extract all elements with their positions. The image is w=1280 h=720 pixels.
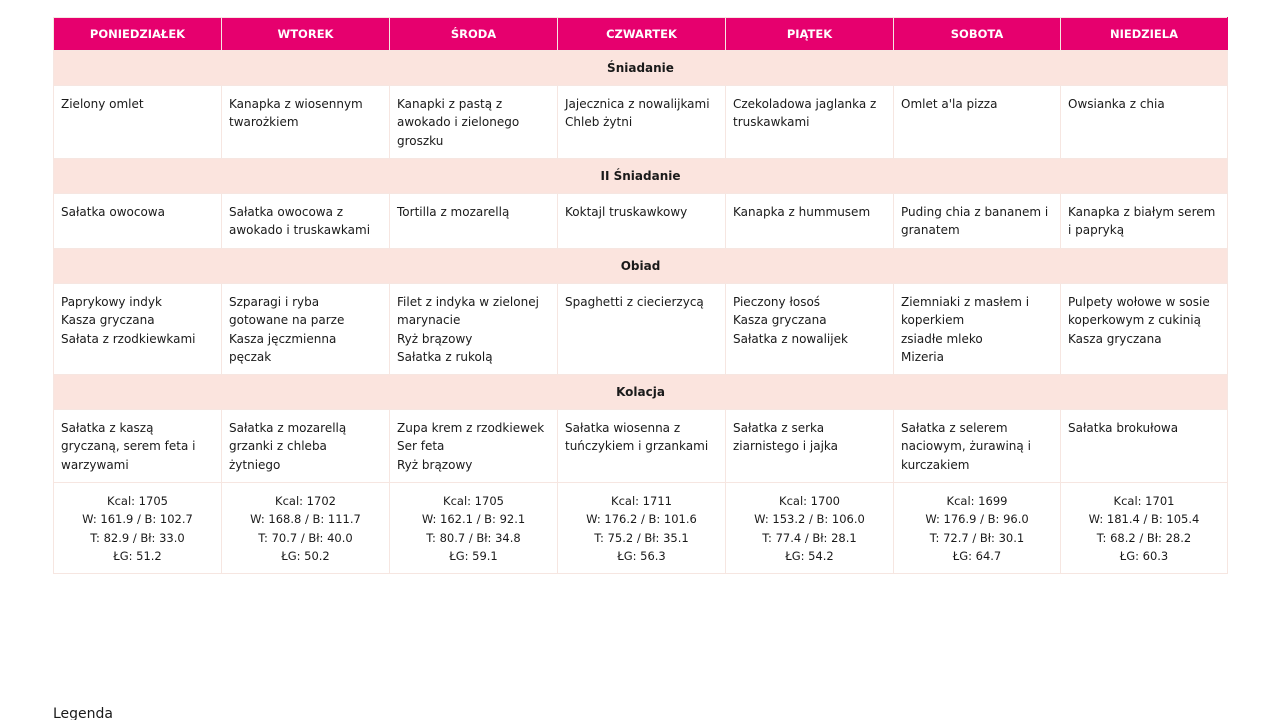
- meal-item: Kanapka z białym serem: [1068, 205, 1216, 219]
- meal-cell: [54, 86, 222, 159]
- day-header-row: [54, 18, 1228, 51]
- meal-item: Kasza gryczana: [61, 313, 155, 328]
- meal-cell: [390, 410, 558, 483]
- meal-cell: [894, 86, 1061, 159]
- meal-item: naciowym, żurawiną i: [901, 439, 1031, 454]
- meal-item: Czekoladowa jaglanka z: [733, 97, 877, 111]
- nutrition-cell: [558, 483, 726, 574]
- day-header: ŚRODA: [390, 18, 558, 51]
- meal-item: Pulpety wołowe w sosie: [1068, 295, 1210, 309]
- meal-cell: [726, 410, 894, 483]
- meal-cell: [894, 410, 1061, 483]
- meal-item: zsiadłe mleko: [901, 331, 983, 346]
- meal-item: Sałatka wiosenna z: [565, 421, 681, 435]
- nutrition-value: ŁG: 50.2: [281, 548, 330, 563]
- nutrition-value: T: 75.2 / Bł: 35.1: [594, 530, 689, 545]
- nutrition-row: [54, 483, 1228, 574]
- nutrition-cell: [222, 483, 390, 574]
- nutrition-value: W: 161.9 / B: 102.7: [82, 512, 193, 527]
- meal-item: granatem: [901, 223, 960, 238]
- day-header: NIEDZIELA: [1061, 18, 1228, 51]
- meal-item: Sałata z rzodkiewkami: [61, 331, 196, 346]
- meal-cell: [894, 284, 1061, 375]
- nutrition-value: T: 82.9 / Bł: 33.0: [90, 530, 185, 545]
- meal-row: [54, 86, 1228, 159]
- meal-section-title: Kolacja: [54, 375, 1228, 410]
- meal-item: groszku: [397, 133, 444, 148]
- meal-section-title: Śniadanie: [54, 51, 1228, 86]
- meal-item: Jajecznica z nowalijkami: [565, 97, 710, 111]
- nutrition-value: ŁG: 60.3: [1119, 548, 1169, 563]
- nutrition-value: W: 153.2 / B: 106.0: [754, 512, 865, 527]
- meal-item: koperkowym z cukinią: [1068, 313, 1201, 328]
- meal-item: Ser feta: [397, 439, 445, 454]
- nutrition-value: T: 80.7 / Bł: 34.8: [426, 530, 521, 545]
- meal-item: Sałatka z serka: [733, 421, 825, 435]
- meal-item: Spaghetti z ciecierzycą: [565, 295, 704, 309]
- day-header: PIĄTEK: [726, 18, 894, 51]
- meal-item: grzanki z chleba żytniego: [229, 439, 327, 472]
- day-header: WTOREK: [222, 18, 390, 51]
- meal-item: Sałatka z nowalijek: [733, 331, 848, 346]
- meal-cell: [726, 194, 894, 249]
- nutrition-value: W: 176.2 / B: 101.6: [586, 512, 697, 527]
- weekly-meal-plan-table: [53, 17, 1228, 574]
- meal-section-row: [54, 51, 1228, 86]
- meal-row: [54, 194, 1228, 249]
- nutrition-value: W: 176.9 / B: 96.0: [925, 512, 1029, 527]
- meal-item: truskawkami: [733, 115, 810, 130]
- meal-item: twarożkiem: [229, 115, 299, 130]
- day-header: CZWARTEK: [558, 18, 726, 51]
- meal-cell: [726, 284, 894, 375]
- meal-cell: [222, 194, 390, 249]
- meal-item: Sałatka brokułowa: [1068, 421, 1179, 435]
- meal-item: Paprykowy indyk: [61, 295, 162, 309]
- meal-cell: [390, 86, 558, 159]
- day-header: PONIEDZIAŁEK: [54, 18, 222, 51]
- day-header: SOBOTA: [894, 18, 1061, 51]
- meal-item: Owsianka z chia: [1068, 97, 1165, 111]
- meal-cell: [558, 284, 726, 375]
- meal-item: gotowane na parze: [229, 313, 345, 328]
- meal-section-row: [54, 249, 1228, 284]
- meal-item: awokado i truskawkami: [229, 223, 371, 238]
- meal-item: Szparagi i ryba: [229, 295, 320, 309]
- nutrition-cell: [894, 483, 1061, 574]
- meal-item: Koktajl truskawkowy: [565, 205, 688, 219]
- meal-item: Kasza gryczana: [1068, 331, 1162, 346]
- meal-item: gryczaną, serem feta i: [61, 439, 196, 454]
- meal-item: Zielony omlet: [61, 97, 144, 111]
- meal-item: Mizeria: [901, 349, 944, 364]
- nutrition-cell: [54, 483, 222, 574]
- meal-cell: [1061, 284, 1228, 375]
- meal-cell: [390, 194, 558, 249]
- meal-cell: [726, 86, 894, 159]
- nutrition-value: T: 77.4 / Bł: 28.1: [762, 530, 857, 545]
- nutrition-value: W: 168.8 / B: 111.7: [250, 512, 361, 527]
- meal-cell: [1061, 410, 1228, 483]
- nutrition-value: Kcal: 1702: [275, 494, 336, 508]
- meal-item: marynacie: [397, 313, 461, 328]
- nutrition-value: Kcal: 1699: [946, 494, 1008, 508]
- nutrition-value: W: 181.4 / B: 105.4: [1088, 512, 1200, 527]
- meal-cell: [222, 410, 390, 483]
- meal-cell: [558, 194, 726, 249]
- meal-item: awokado i zielonego: [397, 115, 520, 130]
- meal-row: [54, 284, 1228, 375]
- nutrition-value: ŁG: 54.2: [785, 548, 834, 563]
- meal-cell: [54, 194, 222, 249]
- meal-item: Ryż brązowy: [397, 457, 473, 472]
- meal-cell: [54, 284, 222, 375]
- meal-item: warzywami: [61, 457, 129, 472]
- nutrition-value: ŁG: 59.1: [449, 548, 498, 563]
- meal-item: Ryż brązowy: [397, 331, 473, 346]
- meal-item: kurczakiem: [901, 457, 970, 472]
- meal-cell: [390, 284, 558, 375]
- meal-item: Kasza jęczmienna: [229, 331, 337, 346]
- legend-heading: Legenda: [53, 706, 114, 720]
- meal-cell: [1061, 194, 1228, 249]
- nutrition-value: T: 70.7 / Bł: 40.0: [258, 530, 353, 545]
- nutrition-value: T: 72.7 / Bł: 30.1: [929, 530, 1025, 545]
- meal-row: [54, 410, 1228, 483]
- meal-item: Kanapka z hummusem: [733, 205, 871, 219]
- nutrition-value: ŁG: 56.3: [617, 548, 666, 563]
- meal-item: Puding chia z bananem i: [901, 205, 1049, 219]
- nutrition-value: Kcal: 1701: [1113, 494, 1175, 508]
- meal-item: Kasza gryczana: [733, 313, 827, 328]
- meal-item: Chleb żytni: [565, 115, 633, 130]
- meal-item: Zupa krem z rzodkiewek: [397, 421, 545, 435]
- meal-item: Filet z indyka w zielonej: [397, 295, 539, 309]
- nutrition-value: Kcal: 1711: [611, 494, 672, 508]
- meal-item: Ziemniaki z masłem i: [901, 295, 1030, 309]
- nutrition-value: W: 162.1 / B: 92.1: [421, 512, 526, 527]
- meal-item: tuńczykiem i grzankami: [565, 439, 709, 454]
- meal-section-row: [54, 375, 1228, 410]
- nutrition-value: Kcal: 1705: [443, 494, 504, 508]
- meal-cell: [54, 410, 222, 483]
- meal-item: Omlet a'la pizza: [901, 97, 998, 111]
- meal-cell: [558, 86, 726, 159]
- meal-section-title: II Śniadanie: [54, 159, 1228, 194]
- meal-cell: [558, 410, 726, 483]
- meal-cell: [894, 194, 1061, 249]
- nutrition-value: Kcal: 1705: [107, 494, 168, 508]
- meal-cell: [222, 284, 390, 375]
- meal-item: Sałatka owocowa z: [229, 205, 344, 219]
- meal-item: i papryką: [1068, 223, 1125, 238]
- nutrition-value: T: 68.2 / Bł: 28.2: [1096, 530, 1192, 545]
- meal-section-row: [54, 159, 1228, 194]
- meal-section-title: Obiad: [54, 249, 1228, 284]
- nutrition-cell: [1061, 483, 1228, 574]
- meal-item: Kanapka z wiosennym: [229, 97, 363, 111]
- meal-item: Sałatka z rukolą: [397, 349, 493, 364]
- meal-item: Tortilla z mozarellą: [397, 205, 510, 219]
- meal-plan-body: [54, 51, 1228, 574]
- meal-item: Sałatka owocowa: [61, 205, 165, 219]
- meal-item: ziarnistego i jajka: [733, 439, 839, 454]
- meal-item: Sałatka z mozarellą: [229, 421, 347, 435]
- meal-item: Sałatka z kaszą: [61, 421, 154, 435]
- meal-item: Sałatka z selerem: [901, 421, 1008, 435]
- nutrition-cell: [726, 483, 894, 574]
- meal-item: Kanapki z pastą z: [397, 97, 503, 111]
- meal-item: koperkiem: [901, 313, 965, 328]
- nutrition-value: Kcal: 1700: [779, 494, 840, 508]
- meal-item: pęczak: [229, 349, 272, 364]
- meal-cell: [222, 86, 390, 159]
- nutrition-value: ŁG: 51.2: [113, 548, 162, 563]
- nutrition-cell: [390, 483, 558, 574]
- meal-cell: [1061, 86, 1228, 159]
- nutrition-value: ŁG: 64.7: [952, 548, 1002, 563]
- meal-item: Pieczony łosoś: [733, 295, 821, 309]
